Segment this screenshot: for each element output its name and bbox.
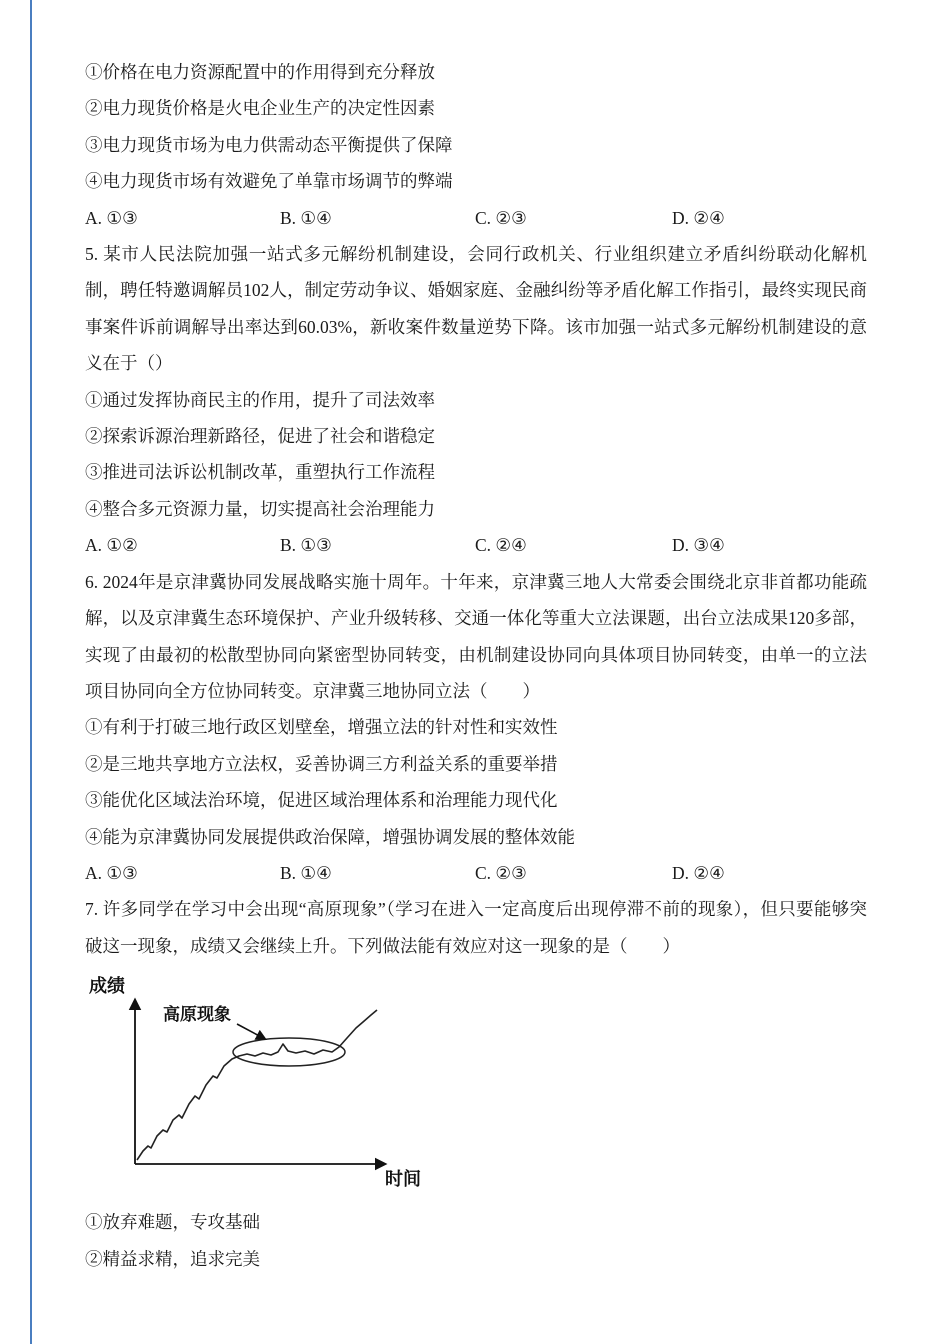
q5-choice-b: B. ①③: [280, 535, 332, 556]
page-left-border: [30, 0, 32, 1344]
q6-choice-c: C. ②③: [475, 862, 527, 883]
q6-option-1: ①有利于打破三地行政区划壁垒，增强立法的针对性和实效性: [85, 717, 558, 738]
q4-option-2: ②电力现货价格是火电企业生产的决定性因素: [85, 98, 435, 119]
plateau-phenomenon-graph: [85, 968, 430, 1196]
q6-option-2: ②是三地共享地方立法权，妥善协调三方利益关系的重要举措: [85, 753, 558, 774]
y-axis-label: 成绩: [89, 976, 125, 997]
q4-option-4: ④电力现货市场有效避免了单靠市场调节的弊端: [85, 171, 453, 192]
q5-choice-a: A. ①②: [85, 535, 138, 556]
q4-choice-c: C. ②③: [475, 207, 527, 228]
q5-option-1: ①通过发挥协商民主的作用，提升了司法效率: [85, 389, 435, 410]
question-6: [85, 564, 867, 892]
q7-stem: 7. 许多同学在学习中会出现“高原现象”（学习在进入一定高度后出现停滞不前的现象），但只要能够突破这一现象，成绩又会继续上升。下列做法能有效应对这一现象的是（ ）: [85, 899, 867, 956]
q4-choice-a: A. ①③: [85, 207, 138, 228]
x-axis-label: 时间: [385, 1169, 421, 1190]
learning-curve: [137, 1010, 377, 1160]
question-5: [85, 236, 867, 564]
q5-option-4: ④整合多元资源力量，切实提高社会治理能力: [85, 498, 435, 519]
q5-choice-d: D. ③④: [672, 535, 725, 556]
q4-option-3: ③电力现货市场为电力供需动态平衡提供了保障: [85, 134, 453, 155]
q5-option-3: ③推进司法诉讼机制改革，重塑执行工作流程: [85, 462, 435, 483]
question-4-tail: [85, 54, 867, 236]
q5-choice-c: C. ②④: [475, 535, 527, 556]
q6-option-3: ③能优化区域法治环境，促进区域治理体系和治理能力现代化: [85, 790, 558, 811]
q6-choice-d: D. ②④: [672, 862, 725, 883]
question-7: [85, 891, 867, 1277]
q5-option-2: ②探索诉源治理新路径，促进了社会和谐稳定: [85, 426, 435, 447]
annotation-arrow: [237, 1024, 265, 1039]
q5-choices: [85, 527, 867, 563]
q4-choices: [85, 200, 867, 236]
q6-choice-b: B. ①④: [280, 862, 332, 883]
q6-stem: 6. 2024年是京津冀协同发展战略实施十周年。十年来，京津冀三地人大常委会围绕北京非首都功能疏解，以及京津冀生态环境保护、产业升级转移、交通一体化等重大立法课题，出台立法成果120多部，实现了由最初的松散型协同向紧密型协同转变，由机制建设协同向具体项目协同转变，由单一的立法项目协同向全方位协同转变。京津冀三地协同立法（ ）: [85, 571, 867, 701]
q6-choice-a: A. ①③: [85, 862, 138, 883]
plateau-graph-svg: [85, 968, 430, 1196]
plateau-annotation-label: 高原现象: [163, 1005, 231, 1025]
q7-option-1: ①放弃难题，专攻基础: [85, 1212, 260, 1233]
q4-choice-d: D. ②④: [672, 207, 725, 228]
exam-content: [85, 54, 867, 1277]
q4-option-1: ①价格在电力资源配置中的作用得到充分释放: [85, 62, 435, 82]
q4-choice-b: B. ①④: [280, 207, 332, 228]
q7-option-2: ②精益求精，追求完美: [85, 1248, 260, 1269]
q5-stem: 5. 某市人民法院加强一站式多元解纷机制建设，会同行政机关、行业组织建立矛盾纠纷联动化解机制，聘任特邀调解员102人，制定劳动争议、婚姻家庭、金融纠纷等矛盾化解工作指引，最终实现民商事案件诉前调解导出率达到60.03%，新收案件数量逆势下降。该市加强一站式多元解纷机制建设的意义在于（）: [85, 244, 867, 374]
q6-option-4: ④能为京津冀协同发展提供政治保障，增强协调发展的整体效能: [85, 826, 575, 847]
q6-choices: [85, 855, 867, 891]
